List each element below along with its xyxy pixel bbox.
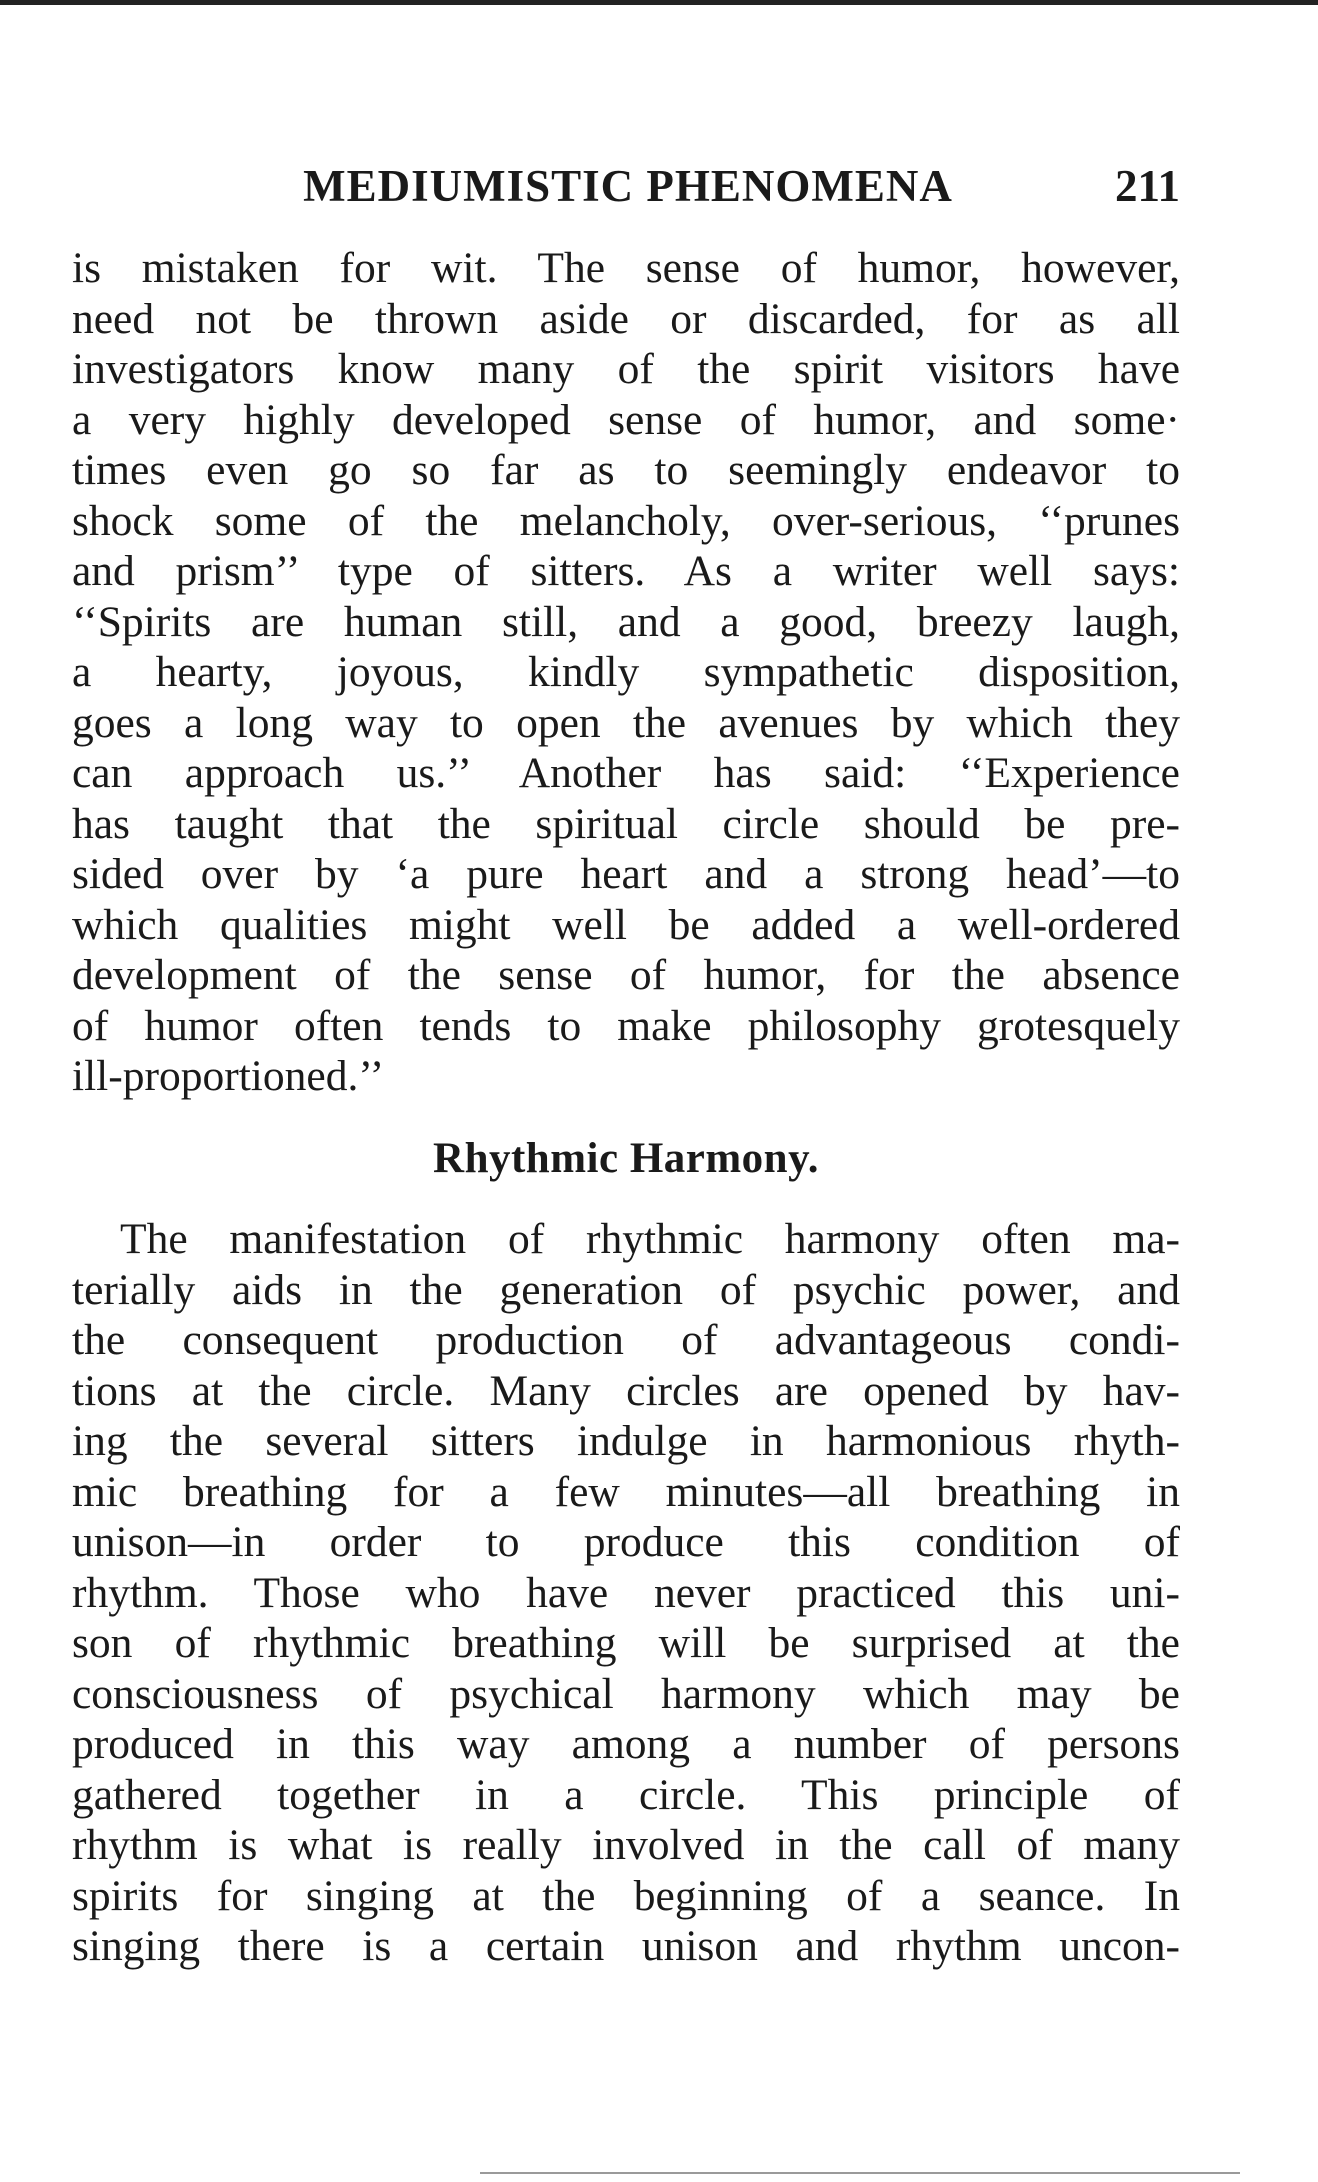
text-line: consciousness of psychical harmony which may be: [72, 1669, 1180, 1718]
text-line: shock some of the melancholy, over-serious, ‘‘prunes: [72, 496, 1180, 545]
text-line: has taught that the spiritual circle should be pre-: [72, 799, 1180, 848]
text-line: ill-proportioned.’’: [72, 1052, 385, 1100]
text-line: can approach us.’’ Another has said: ‘‘Experience: [72, 749, 1180, 797]
text-line: mic breathing for a few minutes—all breathing in: [72, 1467, 1180, 1516]
text-line: unison—in order to produce this condition of: [72, 1518, 1180, 1566]
paragraph-rhythmic-harmony: [72, 1214, 1180, 1972]
page-number: 211: [1114, 161, 1180, 211]
text-line: rhythm. Those who have never practiced this uni-: [72, 1568, 1180, 1617]
text-line: ing the several sitters indulge in harmonious rhyth-: [72, 1417, 1180, 1465]
section-heading: Rhythmic Harmony.: [433, 1134, 819, 1182]
top-border-rule: [0, 0, 1318, 5]
text-line: and prism’’ type of sitters. As a writer well says:: [72, 547, 1180, 595]
text-line: ‘‘Spirits are human still, and a good, breezy laugh,: [72, 597, 1180, 646]
bottom-edge-rule: [480, 2172, 1240, 2174]
text-line: goes a long way to open the avenues by which they: [72, 698, 1180, 747]
text-line: produced in this way among a number of persons: [72, 1720, 1180, 1768]
text-line: spirits for singing at the beginning of a seance. In: [72, 1871, 1180, 1920]
text-line: son of rhythmic breathing will be surprised at the: [72, 1619, 1180, 1667]
text-line: need not be thrown aside or discarded, for as all: [72, 294, 1180, 343]
text-line: of humor often tends to make philosophy grotesquely: [72, 1001, 1180, 1050]
text-line: investigators know many of the spirit visitors have: [72, 345, 1180, 393]
running-title: MEDIUMISTIC PHENOMENA: [303, 161, 953, 211]
text-line: tions at the circle. Many circles are opened by hav-: [72, 1366, 1180, 1415]
text-line: singing there is a certain unison and rhythm uncon-: [72, 1922, 1180, 1970]
text-line: sided over by ‘a pure heart and a strong head’—to: [72, 850, 1180, 898]
text-line: is mistaken for wit. The sense of humor, however,: [72, 244, 1180, 292]
text-line: development of the sense of humor, for the absence: [72, 951, 1180, 999]
text-line: a very highly developed sense of humor, and some·: [72, 395, 1180, 444]
running-header: [76, 160, 1180, 220]
text-line: rhythm is what is really involved in the call of many: [72, 1821, 1180, 1869]
text-line: The manifestation of rhythmic harmony often ma-: [120, 1215, 1180, 1263]
text-line: gathered together in a circle. This principle of: [72, 1770, 1180, 1819]
paragraph-humor: [72, 243, 1180, 1102]
text-line: which qualities might well be added a well-ordered: [72, 900, 1180, 949]
page-body: [72, 243, 1180, 1972]
text-line: times even go so far as to seemingly endeavor to: [72, 446, 1180, 494]
text-line: the consequent production of advantageous condi-: [72, 1316, 1180, 1364]
text-line: a hearty, joyous, kindly sympathetic disposition,: [72, 648, 1180, 696]
text-line: terially aids in the generation of psychic power, and: [72, 1265, 1180, 1314]
